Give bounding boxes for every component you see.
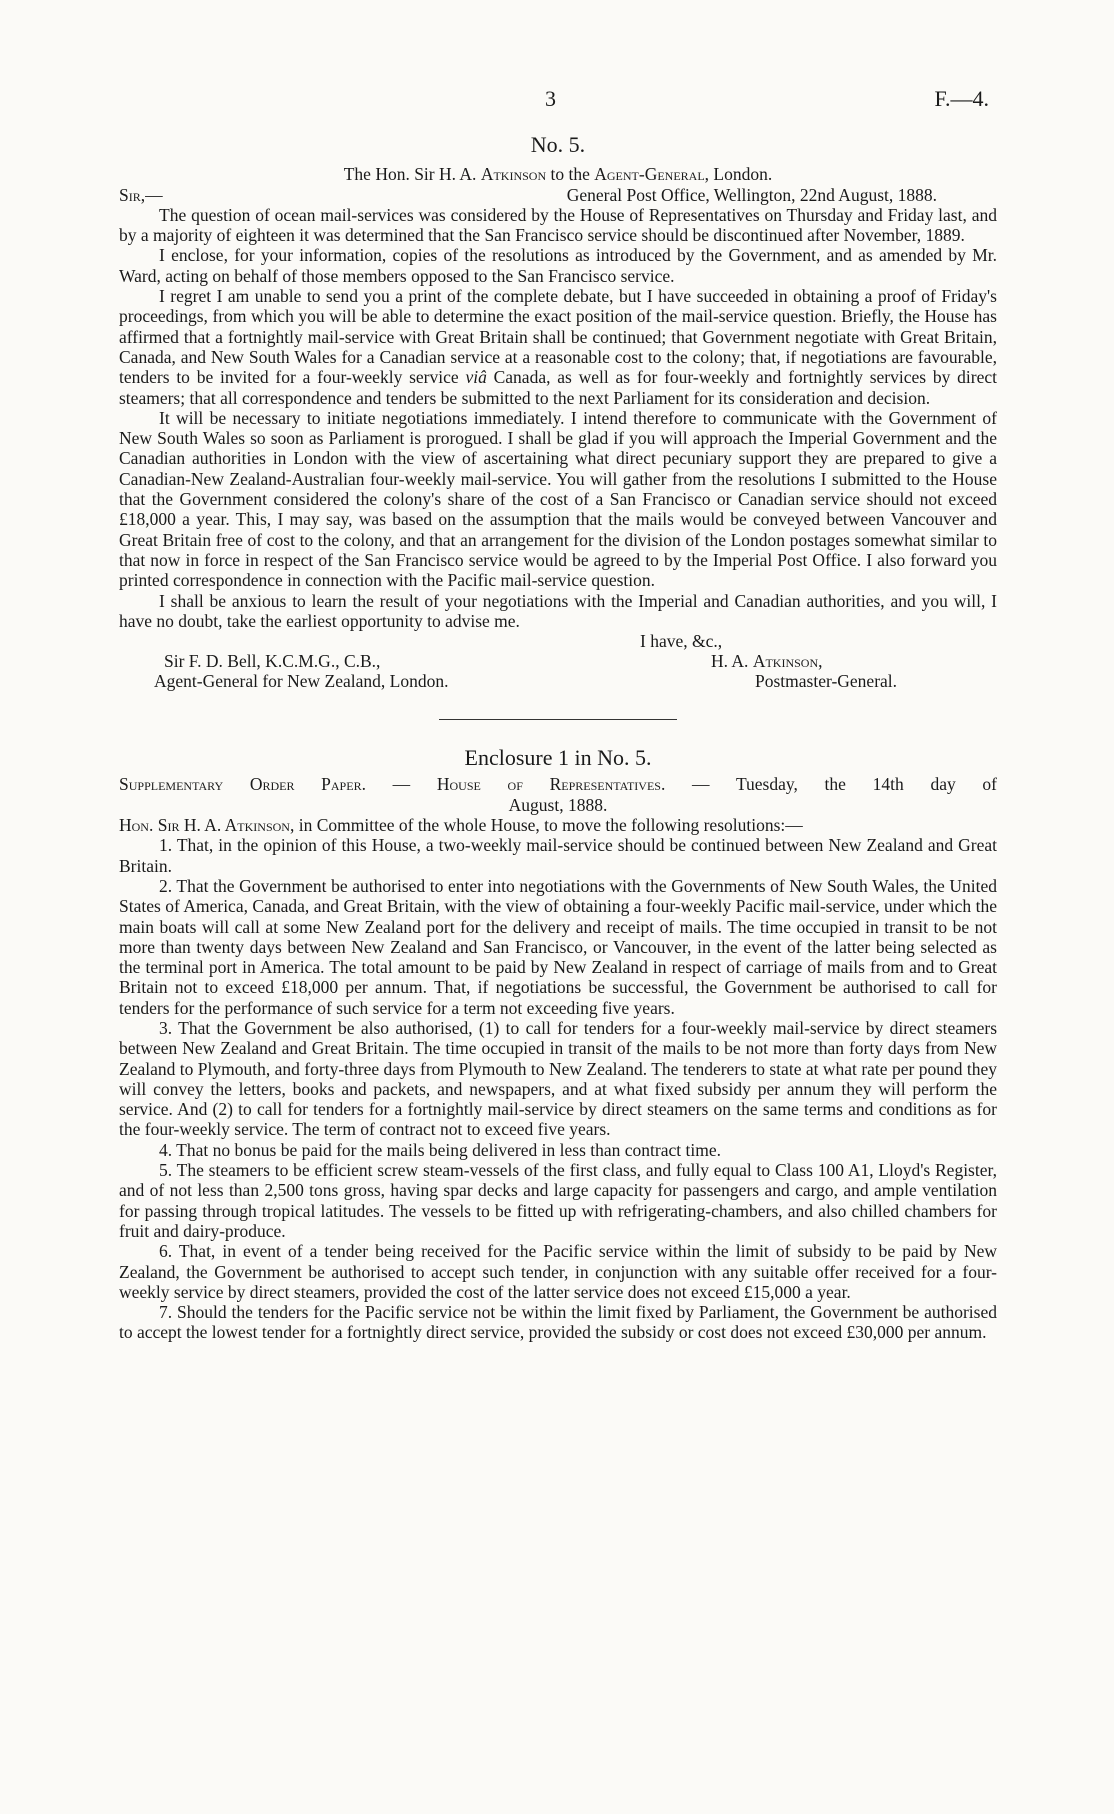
resolution: 3. That the Government be also authorised, (1) to call for tenders for a four-weekly mail-service by direct steamers between New Zealand and Great Britain. The time occupied in transit of the mails to be not more than forty days from New Zealand to Plymouth, and forty-three days from Plymouth to New Zealand. The tenderers to state at what rate per pound they will convey the letters, books and packets, and newspapers, and at what fixed subsidy per annum they will perform the service. And (2) to call for tenders for a fortnightly mail-service by direct steamers on the same terms and conditions as for the four-weekly service. The term of contract not to exceed five years. <box>119 1017 997 1140</box>
order-paper-heading <box>119 774 997 794</box>
closing: I have, &c., <box>640 631 723 652</box>
addressee-name: Sir F. D. Bell, K.C.M.G., C.B., <box>164 651 381 672</box>
main-content <box>119 132 997 1343</box>
house-label: House of Representatives. <box>436 774 666 795</box>
salutation: Sir,— <box>119 184 163 205</box>
order-paper-label: Supplementary Order Paper. <box>119 774 366 795</box>
letter-paragraph: I shall be anxious to learn the result of your negotiations with the Imperial and Canadian authorities, and you will, I have no doubt, take the earliest opportunity to advise me. <box>119 590 997 631</box>
letter-paragraph <box>119 286 997 408</box>
paragraph-text: I regret I am unable to send you a print of the complete debate, but I have succeeded in obtaining a proof of Friday's proceedings, from which you will be able to determine the exact position of the mail-service question. Briefly, the House has affirmed that a fortnightly mail-service with Great Britain shall be continued; that Government negotiate with Great Britain, Canada, and New South Wales for a Canadian service at a reasonable cost to the colony; that, if negotiations are favourable, tenders to be invited for a four-weekly service <box>119 286 997 388</box>
resolution: 7. Should the tenders for the Pacific service not be within the limit fixed by Parliament, the Government be authorised to accept the lowest tender for a fortnightly direct service, provided the subsidy or cost does not exceed £30,000 per annum. <box>119 1302 997 1343</box>
motion-mover: Hon. Sir H. A. Atkinson <box>119 815 290 836</box>
signer-initials: H. A. <box>711 651 753 672</box>
page-number: 3 <box>545 86 556 111</box>
letter-subtitle <box>119 164 997 184</box>
letter-paragraph: The question of ocean mail-services was considered by the House of Representatives on Thursday and Friday last, and by a majority of eighteen it was determined that the San Francisco service should be discontinued after November, 1889. <box>119 204 997 246</box>
resolution: 4. That no bonus be paid for the mails being delivered in less than contract time. <box>159 1139 721 1160</box>
resolution: 5. The steamers to be efficient screw steam-vessels of the first class, and fully equal to Class 100 A1, Lloyd's Register, and of not less than 2,500 tons gross, having spar decks and large capacity for passengers and cargo, and ample ventilation for passing through tropical latitudes. The vessels to be fitted up with refrigerating-chambers, and also chilled chambers for fruit and dairy-produce. <box>119 1160 997 1241</box>
motion-intro <box>119 815 997 835</box>
letter-paragraph: I enclose, for your information, copies of the resolutions as introduced by the Government, and as amended by Mr. Ward, acting on behalf of those members opposed to the San Francisco service. <box>119 245 997 286</box>
page-header <box>0 86 1114 116</box>
letter-title: No. 5. <box>530 132 586 157</box>
resolution: 6. That, in event of a tender being received for the Pacific service within the limit of subsidy to be paid by New Zealand, the Government be authorised to accept such tender, in conjunction with any suitable offer received for a four-weekly service by direct steamers, provided the cost of the latter service does not exceed £15,000 a year. <box>119 1241 997 1302</box>
subtitle-part: , London. <box>704 164 773 185</box>
order-paper-day: Tuesday, the 14th day of <box>735 774 997 795</box>
subtitle-recipient: Agent-General <box>594 164 705 185</box>
document-code: F.—4. <box>934 86 989 111</box>
section-divider <box>439 719 677 720</box>
resolution: 2. That the Government be authorised to enter into negotiations with the Governments of New South Wales, the United States of America, Canada, and Great Britain, with the view of obtaining a four-weekly Pacific mail-service, under which the main boats will call at some New Zealand port for the delivery and receipt of mails. The time occupied in transit to be not more than twenty days between New Zealand and San Francisco, or Vancouver, in the event of the latter being selected as the terminal port in America. The total amount to be paid by New Zealand in respect of carriage of mails from and to Great Britain not to exceed £18,000 per annum. That, if negotiations be successful, the Government be authorised to call for tenders for the performance of such service for a term not exceeding five years. <box>119 875 997 1018</box>
resolution: 1. That, in the opinion of this House, a two-weekly mail-service should be continued between New Zealand and Great Britain. <box>119 835 997 876</box>
enclosure-title: Enclosure 1 in No. 5. <box>464 745 652 771</box>
subtitle-part: The Hon. Sir H. A. <box>343 164 481 185</box>
paragraph-italic: viâ <box>465 367 487 388</box>
paragraph-text: Canada, as well as for four-weekly and fortnightly services by direct steamers; that all correspondence and tenders be submitted to the next Parliament for its consideration and decision. <box>119 367 997 408</box>
signer-surname: Atkinson <box>752 651 819 672</box>
signer-suffix: , <box>818 651 823 672</box>
order-paper-sep: — <box>665 774 736 795</box>
motion-text: , in Committee of the whole House, to move the following resolutions:— <box>289 815 803 836</box>
dateline: General Post Office, Wellington, 22nd August, 1888. <box>566 184 937 205</box>
signature-block <box>119 631 997 692</box>
order-paper-date: August, 1888. <box>508 794 608 815</box>
letter-paragraph: It will be necessary to initiate negotiations immediately. I intend therefore to communicate with the Government of New South Wales so soon as Parliament is prorogued. I shall be glad if you will approach the Imperial Government and the Canadian authorities in London with the view of ascertaining what direct pecuniary support they are prepared to give a Canadian-New Zealand-Australian four-weekly mail-service. You will gather from the resolutions I submitted to the House that the Government considered the colony's share of the cost of a San Francisco or Canadian service should not exceed £18,000 a year. This, I may say, was based on the assumption that the mails would be conveyed between Vancouver and Great Britain free of cost to the colony, and that an arrangement for the division of the London postages somewhat similar to that now in force in respect of the San Francisco service would be agreed to by the Imperial Post Office. I also forward you printed correspondence in connection with the Pacific mail-service question. <box>119 407 997 591</box>
signer-title: Postmaster-General. <box>755 671 898 692</box>
order-paper-sep: — <box>365 774 437 795</box>
addressee-title: Agent-General for New Zealand, London. <box>154 671 449 692</box>
signer-name <box>711 651 823 671</box>
salutation-row <box>119 185 997 205</box>
subtitle-sender: Atkinson <box>480 164 547 185</box>
subtitle-part: to the <box>546 164 595 185</box>
